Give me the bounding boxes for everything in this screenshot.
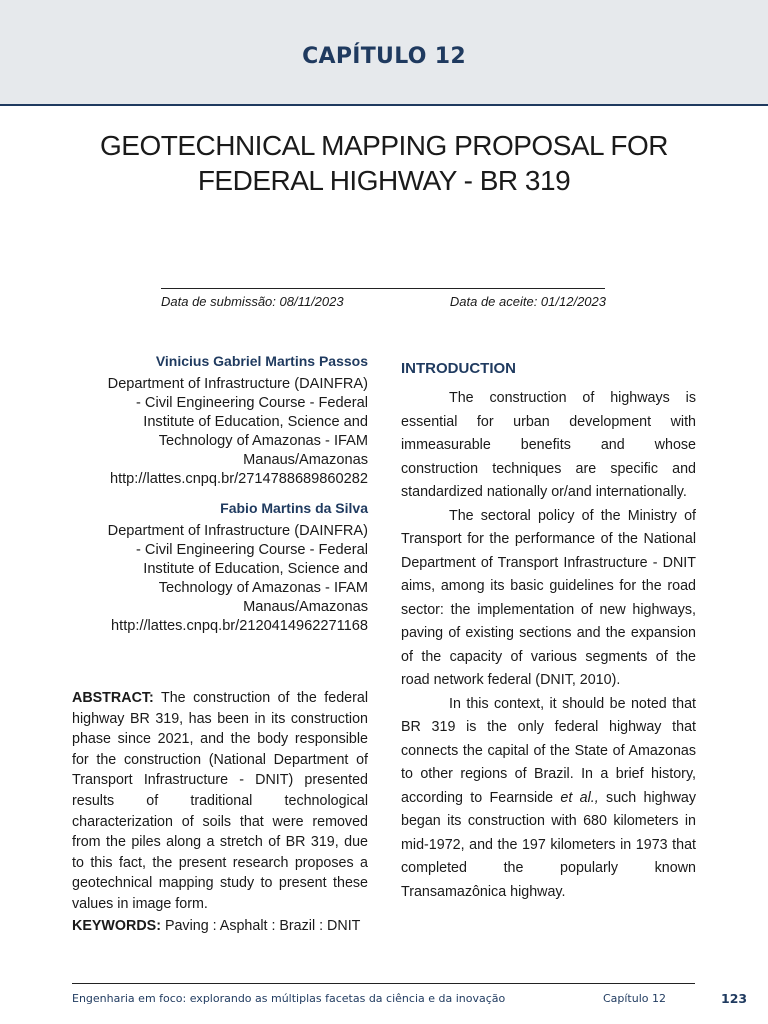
footer-book-title: Engenharia em foco: explorando as múltiplas facetas da ciência e da inovação [72,992,506,1005]
affiliation-line: - Civil Engineering Course - Federal [136,542,368,558]
affiliation-line: Department of Infrastructure (DAINFRA) [107,523,368,539]
keywords-label: KEYWORDS: [72,917,161,934]
affiliation-line: Technology of Amazonas - IFAM [158,433,368,449]
footer-chapter: Capítulo 12 [602,992,666,1005]
introduction-section [401,360,696,904]
acceptance-date: Data de aceite: 01/12/2023 [449,294,606,309]
affiliation-line: Manaus/Amazonas [243,452,368,468]
keywords-text: Paving : Asphalt : Brazil : DNIT [160,917,361,934]
affiliation-line: Department of Infrastructure (DAINFRA) [107,376,368,392]
affiliation-line: Technology of Amazonas - IFAM [158,580,368,596]
dates-divider [161,288,605,289]
intro-paragraph-2: The sectoral policy of the Ministry of Transport for the performance of the National Department of Transport Infrastructure - DNIT aims, among its basic guidelines for the road sector: the implementation of new highways, paving of existing sections and the expansion of the capacity of various segments of the road network federal (DNIT, 2010). [401,507,696,688]
lattes-link[interactable]: http://lattes.cnpq.br/2120414962271168 [111,618,368,634]
keywords-paragraph [72,916,368,937]
title-line-2: FEDERAL HIGHWAY - BR 319 [197,165,571,196]
intro-p3-end: such highway began its construction with 680 kilometers in mid-1972, and the 197 kilometers in 1973 that completed the popularly known Transamazônica highway. [401,789,697,900]
intro-p3-citation: et al., [560,789,599,806]
submission-date: Data de submissão: 08/11/2023 [161,294,344,309]
chapter-label: CAPÍTULO 12 [302,44,466,69]
abstract-paragraph [72,688,368,915]
author-name: Vinicius Gabriel Martins Passos [155,353,368,369]
affiliation-line: Institute of Education, Science and [143,414,368,430]
page-number: 123 [721,991,748,1006]
abstract-label: ABSTRACT: [72,690,154,706]
footer-divider [72,983,695,984]
affiliation-line: Institute of Education, Science and [143,561,368,577]
article-title [84,128,684,198]
chapter-header [0,0,768,106]
intro-p3-start: In this context, it should be noted that BR 319 is the only federal highway that connects the capital of the State of Amazonas to other regions of Brazil. In a brief history, according to Fearnside [401,695,696,806]
author-1 [72,352,368,489]
lattes-link[interactable]: http://lattes.cnpq.br/2714788689860282 [109,471,368,487]
intro-paragraph-3 [401,693,696,905]
affiliation-line: - Civil Engineering Course - Federal [136,395,368,411]
title-line-1: GEOTECHNICAL MAPPING PROPOSAL FOR [100,130,668,161]
intro-paragraph-1: The construction of highways is essential for urban development with immeasurable benefits and whose construction techniques are specific and standardized nationally or/and internationally. [401,390,696,500]
author-name: Fabio Martins da Silva [220,500,368,516]
abstract [72,688,368,936]
affiliation-line: Manaus/Amazonas [243,599,368,615]
abstract-text: The construction of the federal highway BR 319, has been in its construction phase since 2021, and the body responsible for the construction (National Department of Transport Infrastructure - DNIT) presented results of traditional technological characterization of soils that were removed from the piles along a stretch of BR 319, due to this fact, the present research proposes a geotechnical mapping study to present these values in image form. [72,690,368,912]
author-2 [72,499,368,636]
introduction-heading: INTRODUCTION [401,360,516,377]
